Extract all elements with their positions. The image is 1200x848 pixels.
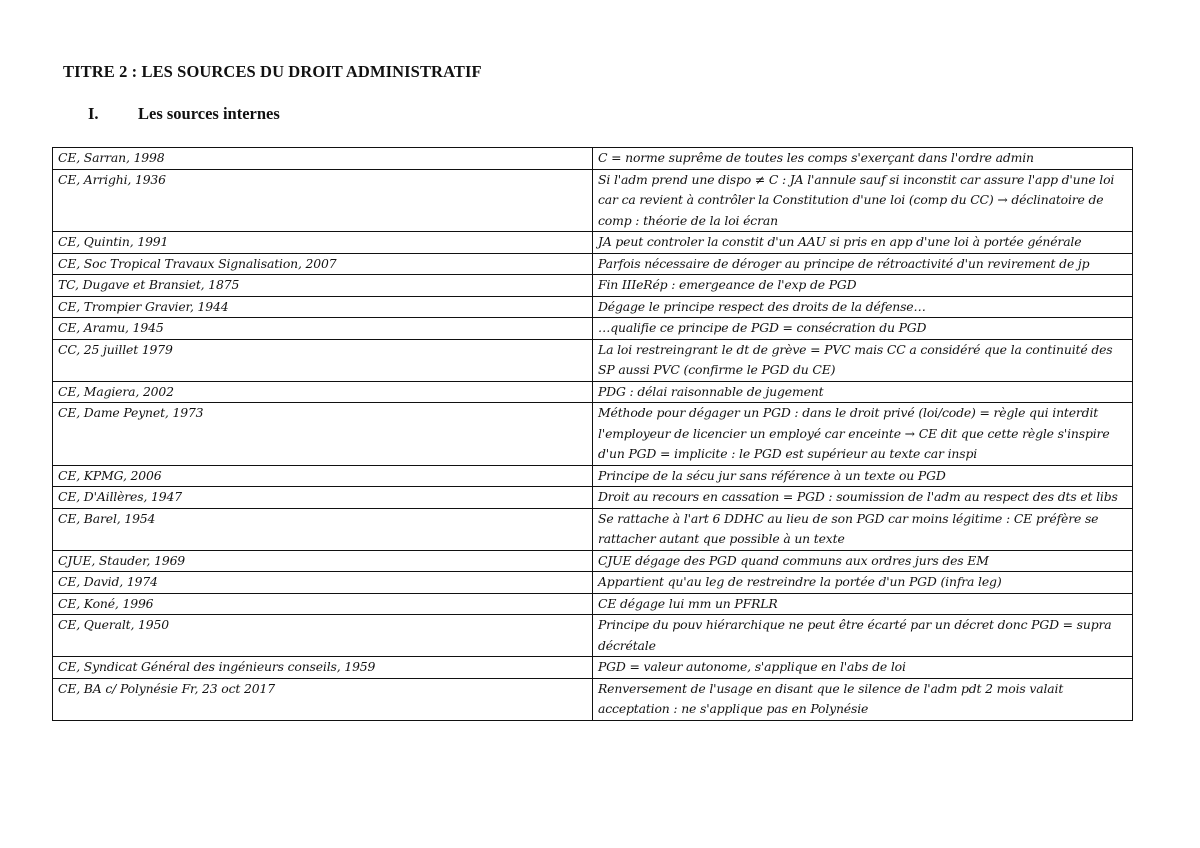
decision-cell: TC, Dugave et Bransiet, 1875 <box>53 275 593 297</box>
decision-cell: CE, Aramu, 1945 <box>53 318 593 340</box>
table-row <box>53 403 1133 466</box>
note-cell: Fin IIIeRép : emergeance de l'exp de PGD <box>593 275 1133 297</box>
table-row <box>53 657 1133 679</box>
note-cell: Se rattache à l'art 6 DDHC au lieu de son PGD car moins légitime : CE préfère se rattacher autant que possible à un texte <box>593 508 1133 550</box>
note-cell: La loi restreingrant le dt de grève = PVC mais CC a considéré que la continuité des SP aussi PVC (confirme le PGD du CE) <box>593 339 1133 381</box>
note-cell: C = norme suprême de toutes les comps s'exerçant dans l'ordre admin <box>593 148 1133 170</box>
note-cell: Renversement de l'usage en disant que le silence de l'adm pdt 2 mois valait acceptation : ne s'applique pas en Polynésie <box>593 678 1133 720</box>
table-row <box>53 487 1133 509</box>
decision-cell: CE, Trompier Gravier, 1944 <box>53 296 593 318</box>
note-cell: Appartient qu'au leg de restreindre la portée d'un PGD (infra leg) <box>593 572 1133 594</box>
table-row <box>53 550 1133 572</box>
note-cell: Si l'adm prend une dispo ≠ C : JA l'annule sauf si inconstit car assure l'app d'une loi car ca revient à contrôler la Constitution d'une loi (comp du CC) → déclinatoire de comp : théorie de la loi écran <box>593 169 1133 232</box>
case-law-table <box>52 147 1133 721</box>
table-row <box>53 508 1133 550</box>
decision-cell: CE, BA c/ Polynésie Fr, 23 oct 2017 <box>53 678 593 720</box>
decision-cell: CE, Arrighi, 1936 <box>53 169 593 232</box>
table-row <box>53 169 1133 232</box>
table-row <box>53 678 1133 720</box>
table-row <box>53 232 1133 254</box>
table-row <box>53 615 1133 657</box>
decision-cell: CE, D'Aillères, 1947 <box>53 487 593 509</box>
table-row <box>53 465 1133 487</box>
note-cell: Droit au recours en cassation = PGD : soumission de l'adm au respect des dts et libs <box>593 487 1133 509</box>
decision-cell: CE, Koné, 1996 <box>53 593 593 615</box>
table-row <box>53 253 1133 275</box>
section-heading <box>88 104 280 124</box>
decision-cell: CE, Sarran, 1998 <box>53 148 593 170</box>
table-row <box>53 572 1133 594</box>
note-cell: Principe de la sécu jur sans référence à un texte ou PGD <box>593 465 1133 487</box>
decision-cell: CE, Queralt, 1950 <box>53 615 593 657</box>
table-row <box>53 296 1133 318</box>
note-cell: CE dégage lui mm un PFRLR <box>593 593 1133 615</box>
table-row <box>53 275 1133 297</box>
table-row <box>53 339 1133 381</box>
table-row <box>53 318 1133 340</box>
section-number: I. <box>88 104 99 123</box>
decision-cell: CE, KPMG, 2006 <box>53 465 593 487</box>
note-cell: PGD = valeur autonome, s'applique en l'abs de loi <box>593 657 1133 679</box>
note-cell: CJUE dégage des PGD quand communs aux ordres jurs des EM <box>593 550 1133 572</box>
decision-cell: CC, 25 juillet 1979 <box>53 339 593 381</box>
decision-cell: CE, Syndicat Général des ingénieurs conseils, 1959 <box>53 657 593 679</box>
case-law-table-body <box>53 148 1133 721</box>
note-cell: Méthode pour dégager un PGD : dans le droit privé (loi/code) = règle qui interdit l'employeur de licencier un employé car enceinte → CE dit que cette règle s'inspire d'un PGD = implicite : le PGD est supérieur au texte car inspi <box>593 403 1133 466</box>
note-cell: Dégage le principe respect des droits de la défense… <box>593 296 1133 318</box>
decision-cell: CJUE, Stauder, 1969 <box>53 550 593 572</box>
note-cell: PDG : délai raisonnable de jugement <box>593 381 1133 403</box>
decision-cell: CE, Barel, 1954 <box>53 508 593 550</box>
document-title: TITRE 2 : LES SOURCES DU DROIT ADMINISTRATIF <box>63 62 482 81</box>
decision-cell: CE, Soc Tropical Travaux Signalisation, 2007 <box>53 253 593 275</box>
note-cell: Principe du pouv hiérarchique ne peut être écarté par un décret donc PGD = supra décrétale <box>593 615 1133 657</box>
note-cell: JA peut controler la constit d'un AAU si pris en app d'une loi à portée générale <box>593 232 1133 254</box>
decision-cell: CE, David, 1974 <box>53 572 593 594</box>
table-row <box>53 381 1133 403</box>
section-heading-text: Les sources internes <box>138 104 280 123</box>
note-cell: …qualifie ce principe de PGD = consécration du PGD <box>593 318 1133 340</box>
note-cell: Parfois nécessaire de déroger au principe de rétroactivité d'un revirement de jp <box>593 253 1133 275</box>
decision-cell: CE, Quintin, 1991 <box>53 232 593 254</box>
decision-cell: CE, Magiera, 2002 <box>53 381 593 403</box>
decision-cell: CE, Dame Peynet, 1973 <box>53 403 593 466</box>
table-row <box>53 148 1133 170</box>
table-row <box>53 593 1133 615</box>
